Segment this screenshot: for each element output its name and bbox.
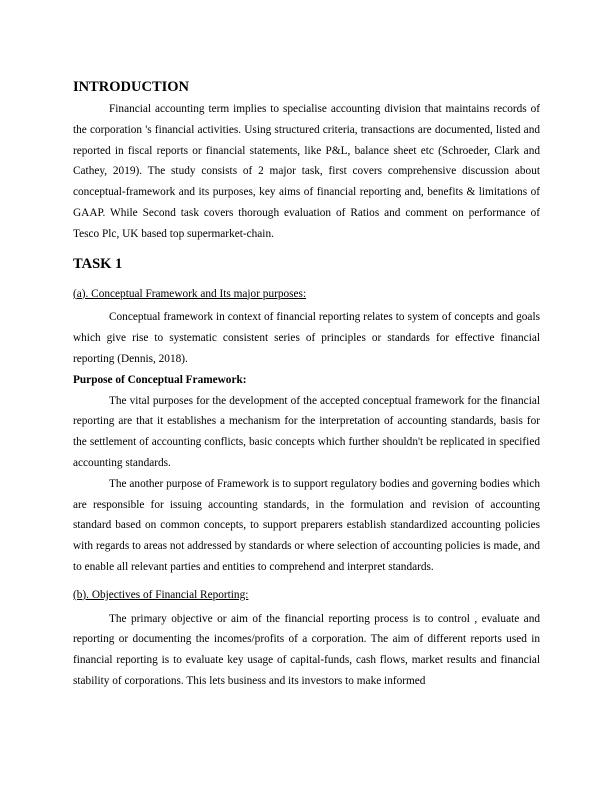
purpose-paragraph-2: The another purpose of Framework is to support regulatory bodies and governing bodies which are responsible for issuing accounting standards, in the formulation and revision of accounting standard based on common concepts, to support preparers establish standardized accounting policies with regards to areas not addressed by standards or where selection of accounting policies is made, and to enable all relevant parties and entities to comprehend and interpret standards. <box>73 477 540 573</box>
section-b-heading: (b). Objectives of Financial Reporting: <box>73 588 249 601</box>
purpose-paragraph-1: The vital purposes for the development of the accepted conceptual framework for the financial reporting are that it establishes a mechanism for the interpretation of accounting standards, basis for the settlement of accounting conflicts, basic concepts which further shouldn't be replicated in specified accounting standards. <box>73 394 540 469</box>
section-b-paragraph: The primary objective or aim of the financial reporting process is to control , evaluate and reporting or documenting the incomes/profits of a corporation. The aim of different reports used in financial reporting is to evaluate key usage of capital-funds, cash flows, market results and financial stability of corporations. This lets business and its investors to make informed <box>73 612 540 687</box>
section-a-heading: (a). Conceptual Framework and Its major purposes: <box>73 287 307 300</box>
purpose-heading: Purpose of Conceptual Framework: <box>73 373 247 386</box>
task1-heading: TASK 1 <box>73 255 123 272</box>
document-page <box>73 78 540 692</box>
introduction-paragraph: Financial accounting term implies to specialise accounting division that maintains records of the corporation 's financial activities. Using structured criteria, transactions are documented, listed and reported in fiscal reports or financial statements, like P&L, balance sheet etc (Schroeder, Clark and Cathey, 2019). The study consists of 2 major task, first covers comprehensive discussion about conceptual-framework and its purposes, key aims of financial reporting and, benefits & limitations of GAAP. While Second task covers thorough evaluation of Ratios and comment on performance of Tesco Plc, UK based top supermarket-chain. <box>73 103 540 240</box>
introduction-heading: INTRODUCTION <box>73 79 190 95</box>
section-a-paragraph: Conceptual framework in context of financial reporting relates to system of concepts and goals which give rise to systematic consistent series of principles or standards for effective financial reporting (Dennis, 2018). <box>73 311 540 365</box>
